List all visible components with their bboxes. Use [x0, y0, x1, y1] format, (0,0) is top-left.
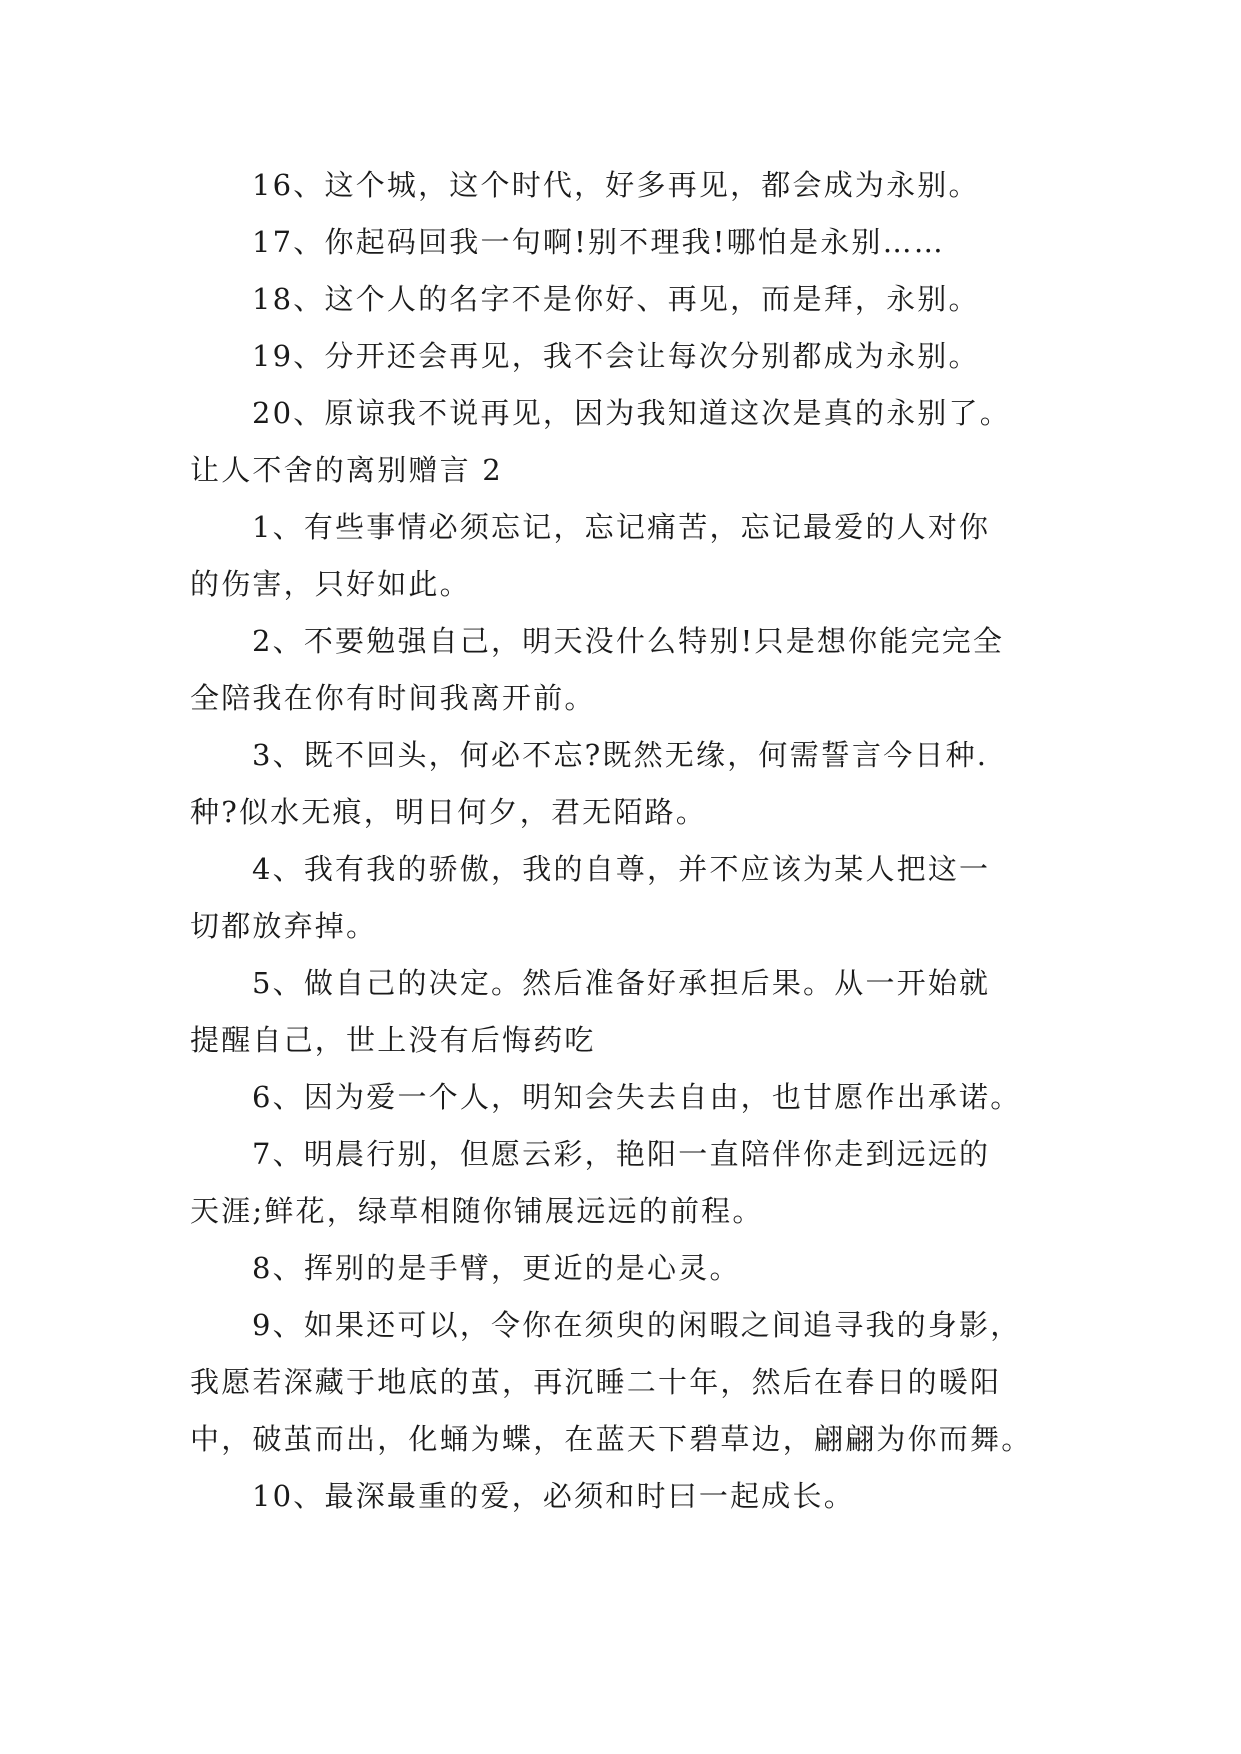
item-8-line-1: 8、挥别的是手臂，更近的是心灵。	[252, 1251, 741, 1285]
item-10-line-1: 10、最深最重的爱，必须和时曰一起成长。	[252, 1479, 855, 1513]
item-1-line-2: 的伤害，只好如此。	[190, 567, 471, 601]
item-3-line-1: 3、既不回头，何必不忘?既然无缘，何需誓言今日种.	[252, 738, 989, 772]
item-4-line-1: 4、我有我的骄傲，我的自尊，并不应该为某人把这一	[252, 852, 991, 886]
paragraph-18: 18、这个人的名字不是你好、再见，而是拜，永别。	[252, 282, 980, 316]
item-7-line-2: 天涯;鲜花，绿草相随你铺展远远的前程。	[190, 1194, 764, 1228]
item-5-line-1: 5、做自己的决定。然后准备好承担后果。从一开始就	[252, 966, 991, 1000]
paragraph-20: 20、原谅我不说再见，因为我知道这次是真的永别了。	[252, 396, 1011, 430]
paragraph-19: 19、分开还会再见，我不会让每次分别都成为永别。	[252, 339, 980, 373]
item-1-line-1: 1、有些事情必须忘记，忘记痛苦，忘记最爱的人对你	[252, 510, 991, 544]
item-3-line-2: 种?似水无痕，明日何夕，君无陌路。	[190, 795, 707, 829]
item-2-line-2: 全陪我在你有时间我离开前。	[190, 681, 596, 715]
item-6-line-1: 6、因为爱一个人，明知会失去自由，也甘愿作出承诺。	[252, 1080, 1022, 1114]
item-9-line-3: 中，破茧而出，化蛹为蝶，在蓝天下碧草边，翩翩为你而舞。	[190, 1422, 1033, 1456]
item-5-line-2: 提醒自己，世上没有后悔药吃	[190, 1023, 596, 1057]
item-9-line-1: 9、如果还可以，令你在须臾的闲暇之间追寻我的身影，	[252, 1308, 1022, 1342]
item-9-line-2: 我愿若深藏于地底的茧，再沉睡二十年，然后在春日的暖阳	[190, 1365, 1002, 1399]
item-4-line-2: 切都放弃掉。	[190, 909, 378, 943]
item-2-line-1: 2、不要勉强自己，明天没什么特别!只是想你能完完全	[252, 624, 1005, 658]
item-7-line-1: 7、明晨行别，但愿云彩，艳阳一直陪伴你走到远远的	[252, 1137, 991, 1171]
paragraph-16: 16、这个城，这个时代，好多再见，都会成为永别。	[252, 168, 980, 202]
section-title: 让人不舍的离别赠言 2	[190, 453, 503, 487]
paragraph-17: 17、你起码回我一句啊!别不理我!哪怕是永别……	[252, 225, 946, 259]
